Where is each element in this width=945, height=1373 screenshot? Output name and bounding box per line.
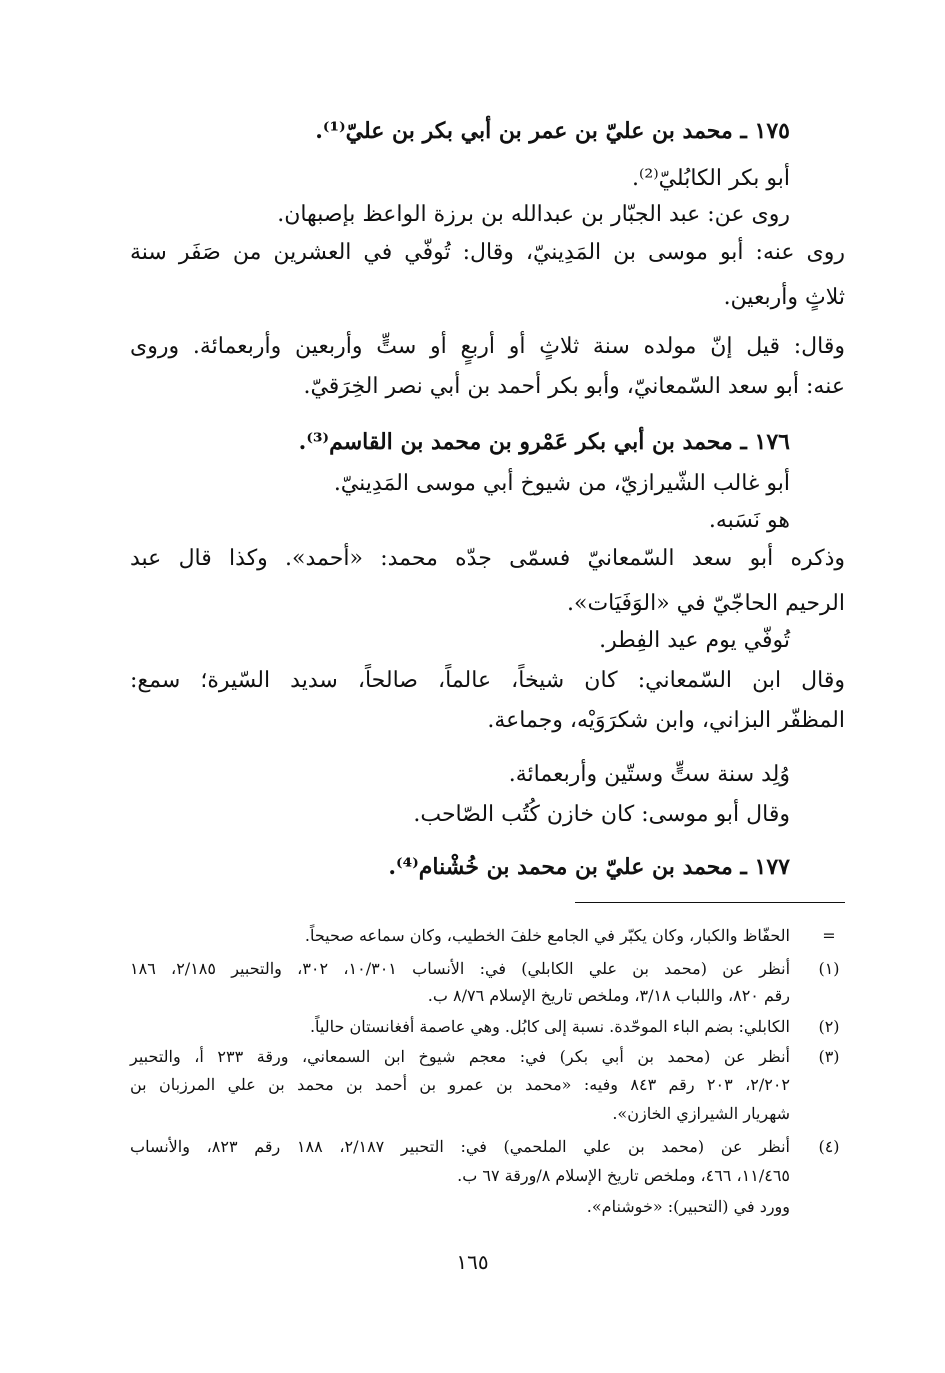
footnote-line: الحفّاظ والكبار، وكان يكبّر في الجامع خلفَ الخطيب، وكان سماعه صحيحاً.	[304, 926, 790, 945]
footnote-marker: =	[822, 926, 836, 945]
footnote-line: رقم ٨٢٠، واللباب ٣/١٨، وملخص تاريخ الإسلام ٨/٧٦ ب.	[427, 986, 790, 1005]
footnote-marker: (٢)	[818, 1017, 840, 1036]
footnote-separator	[575, 902, 845, 903]
text-line: تُوفّي يوم عيد الفِطر.	[599, 628, 790, 653]
text-line: وذكره أبو سعد السّمعانيّ فسمّى جدّه محمد: «أحمد». وكذا قال عبد	[130, 546, 845, 571]
text-line: وقال أبو موسى: كان خازن كُتُب الصّاحب.	[413, 802, 790, 827]
footnote-line: الكابلي: بضم الباء الموحّدة. نسبة إلى كابُل. وهي عاصمة أفغانستان حالياً.	[309, 1017, 790, 1036]
text-line: ثلاثٍ وأربعين.	[723, 285, 845, 310]
footnote-line: أنظر عن (محمد بن علي الكابلي) في: الأنساب ١٠/٣٠١، ٣٠٢، والتحبير ٢/١٨٥، ١٨٦	[130, 959, 791, 978]
footnote-line: ٢/٢٠٢، ٢٠٣ رقم ٨٤٣ وفيه: «محمد بن عمرو بن أحمد بن محمد بن علي المرزبان بن	[130, 1075, 791, 1094]
footnote-marker: (٤)	[818, 1137, 840, 1156]
footnote-line: أنظر عن (محمد بن علي الملحمي) في: التحبير ٢/١٨٧، ١٨٨ رقم ٨٢٣، والأنساب	[130, 1137, 791, 1156]
page-number: ١٦٥	[456, 1250, 489, 1274]
footnote-marker: (١)	[818, 959, 840, 978]
text-line: روى عن: عبد الجبّار بن عبدالله بن برزة الواعظ بإصبهان.	[277, 202, 790, 227]
footnote-line: أنظر عن (محمد بن أبي بكر) في: معجم شيوخ ابن السمعاني، ورقة ٢٣٣ أ، والتحبير	[130, 1047, 791, 1066]
text-line: وقال: قيل إنّ مولده سنة ثلاثٍ أو أربعٍ أو ستٍّ وأربعين وأربعمائة. وروى	[130, 334, 845, 359]
text-line: هو نَسَبه.	[708, 508, 790, 533]
footnote-marker: (٣)	[818, 1047, 840, 1066]
entry-175-heading: ١٧٥ ـ محمد بن عليّ بن عمر بن أبي بكر بن عليّ⁽¹⁾.	[315, 118, 790, 144]
entry-177-heading: ١٧٧ ـ محمد بن عليّ بن محمد بن خُشْنام⁽⁴⁾.	[388, 854, 790, 880]
footnote-line: ١١/٤٦٥، ٤٦٦، وملخص تاريخ الإسلام ٨/ورقة ٦٧ ب.	[457, 1166, 790, 1185]
text-line: روى عنه: أبو موسى بن المَدِينيّ، وقال: تُوفّي في العشرين من صَفَر سنة	[130, 240, 845, 265]
text-line: وُلِد سنة ستٍّ وستّين وأربعمائة.	[508, 762, 790, 787]
text-line: وقال ابن السّمعاني: كان شيخاً، عالماً، صالحاً، سديد السّيرة؛ سمع:	[130, 668, 845, 693]
text-line: عنه: أبو سعد السّمعانيّ، وأبو بكر أحمد بن أبي نصر الخِرَقيّ.	[303, 374, 845, 399]
footnote-line: شهريار الشيرازي الخازن».	[612, 1104, 790, 1123]
text-line: المظفّر البزاني، وابن شكرَوَيْه، وجماعة.	[487, 708, 845, 733]
footnote-line: وورد في (التحبير): «خوشنام».	[586, 1197, 790, 1216]
text-line: الرحيم الحاجّيّ في «الوَفَيَات».	[567, 591, 845, 616]
text-line: أبو غالب الشّيرازيّ، من شيوخ أبي موسى المَدِينيّ.	[333, 471, 790, 496]
text-line: أبو بكر الكابُليّ⁽²⁾.	[631, 166, 790, 191]
entry-176-heading: ١٧٦ ـ محمد بن أبي بكر عَمْرو بن محمد بن القاسم⁽³⁾.	[298, 429, 790, 455]
